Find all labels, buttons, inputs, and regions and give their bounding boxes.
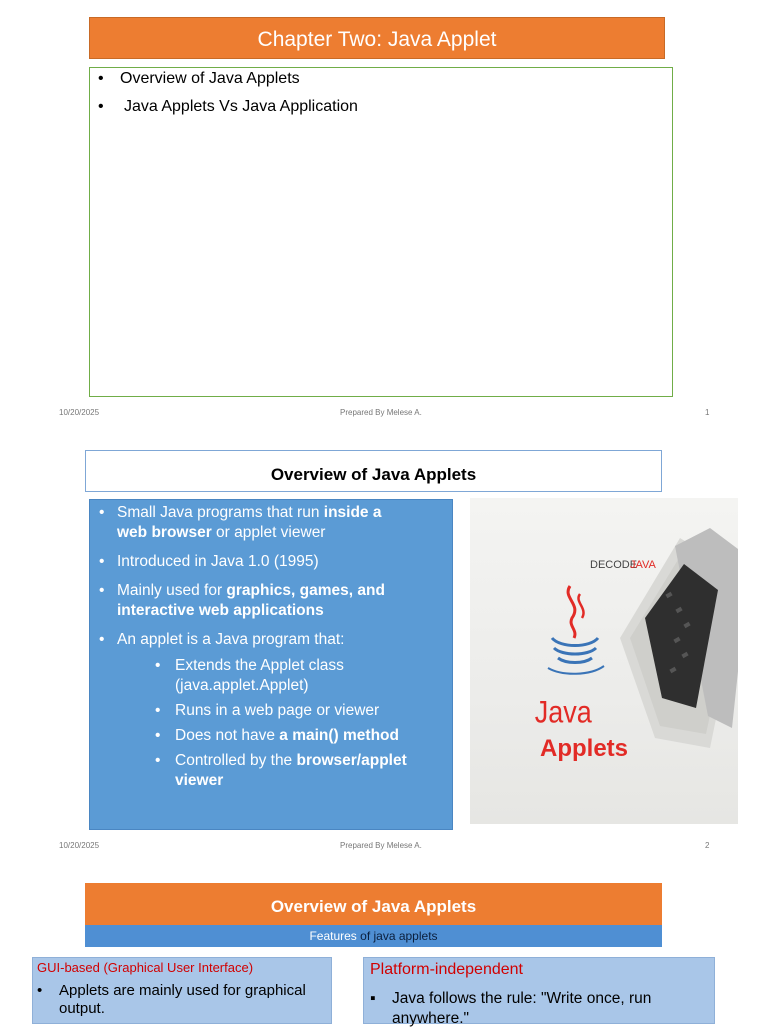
slide2-title: Overview of Java Applets (85, 450, 662, 492)
slide1-page-number: 1 (705, 408, 710, 417)
slide2-page-number: 2 (705, 841, 710, 850)
svg-text:JAVA: JAVA (630, 559, 656, 571)
list-item: • Overview of Java Applets (98, 70, 300, 87)
list-item: • Java Applets Vs Java Application (98, 98, 358, 115)
bullet-icon: • (155, 752, 161, 769)
list-item: • Applets are mainly used for graphical output. (37, 982, 306, 1017)
slide2-footer-date: 10/20/2025 (59, 841, 100, 850)
bullet-icon: • (98, 98, 104, 115)
feature-card-platform (363, 957, 715, 1027)
list-item: • Controlled by the browser/applet viewer (155, 752, 407, 789)
feature-heading: Platform-independent (370, 961, 523, 978)
bullet-icon: • (99, 631, 105, 648)
laptop-illustration (470, 498, 738, 824)
slide1-content-box (89, 67, 673, 397)
bullet-icon: • (155, 727, 161, 744)
slide2-content-box (89, 499, 453, 830)
bullet-icon: • (99, 553, 105, 570)
slide1-footer-date: 10/20/2025 (59, 408, 100, 417)
bullet-icon: • (99, 504, 105, 521)
brand-text: DECODE (590, 559, 638, 571)
slide2-footer-author: Prepared By Melese A. (340, 841, 422, 850)
list-item: • An applet is a Java program that: (99, 631, 345, 648)
bullet-icon: ▪ (370, 990, 376, 1007)
java-word: Java (534, 694, 592, 731)
feature-card-gui (32, 957, 332, 1024)
slide3-subtitle: Features of java applets (85, 925, 662, 947)
list-item: • Mainly used for graphics, games, and interactive web applications (99, 582, 385, 619)
bullet-icon: • (155, 657, 161, 674)
list-item: • Runs in a web page or viewer (155, 702, 380, 719)
list-item: • Small Java programs that run inside a web browser or applet viewer (99, 504, 382, 541)
java-logo-icon (548, 586, 604, 674)
bullet-icon: • (99, 582, 105, 599)
bullet-icon: • (37, 982, 43, 999)
list-item: ▪ Java follows the rule: "Write once, run anywhere." (370, 990, 652, 1027)
java-applets-image (470, 498, 738, 824)
slide1-title: Chapter Two: Java Applet (89, 17, 665, 59)
slide1-footer-author: Prepared By Melese A. (340, 408, 422, 417)
bullet-icon: • (98, 70, 104, 87)
list-item: • Extends the Applet class (java.applet.Applet) (155, 657, 344, 694)
applets-word: Applets (540, 735, 629, 762)
slide3-title: Overview of Java Applets (85, 883, 662, 925)
list-item: • Does not have a main() method (155, 727, 399, 744)
bullet-icon: • (155, 702, 161, 719)
list-item: • Introduced in Java 1.0 (1995) (99, 553, 319, 570)
feature-heading: GUI-based (Graphical User Interface) (37, 960, 254, 975)
